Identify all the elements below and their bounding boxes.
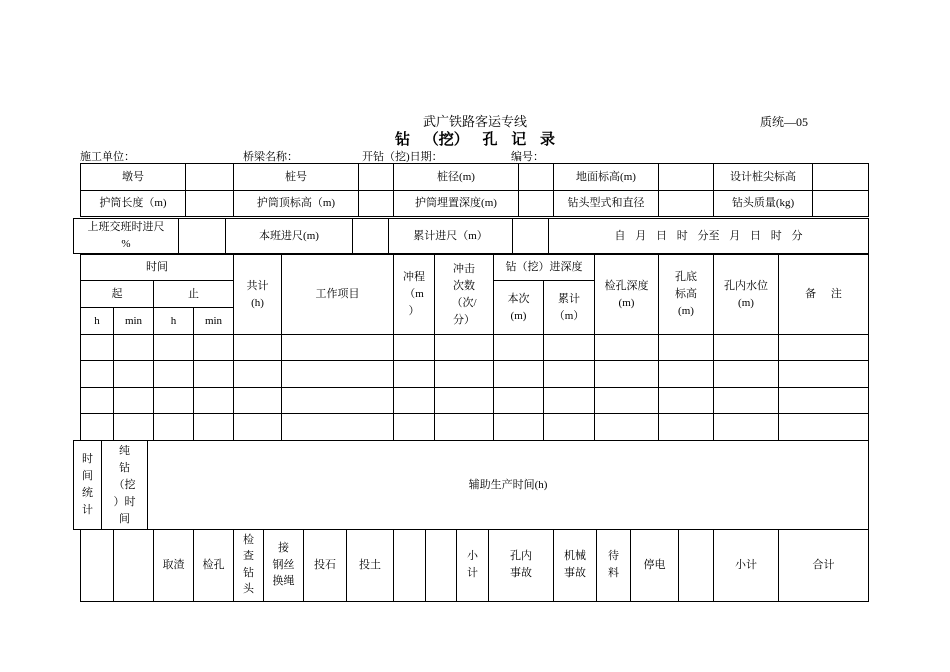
table-cell [394, 361, 435, 388]
table-cell [81, 414, 114, 441]
casing-depth-label: 护筒埋置深度(m) [394, 191, 519, 217]
table-cell [659, 388, 714, 414]
end-minute-header: min [194, 308, 234, 335]
table-cell [494, 414, 544, 441]
table-cell [544, 414, 595, 441]
table-cell [779, 335, 869, 361]
casing-top-elevation-value [359, 191, 394, 217]
table-cell [659, 335, 714, 361]
start-minute-header: min [114, 308, 154, 335]
casing-top-elevation-label: 护筒顶标高（m) [234, 191, 359, 217]
table-cell [282, 388, 394, 414]
table-cell [154, 414, 194, 441]
table-cell [394, 388, 435, 414]
this-shift-progress-label: 本班进尺(m) [226, 219, 353, 254]
table-row [81, 335, 869, 361]
start-time-header: 起 [81, 281, 154, 308]
remarks-header: 备 注 [779, 255, 869, 335]
table-cell [194, 335, 234, 361]
wire-rope-change-label: 接 钢丝 换绳 [264, 529, 304, 601]
ground-elevation-label: 地面标高(m) [554, 164, 659, 191]
time-stats-header-table [73, 440, 869, 530]
table-cell [114, 414, 154, 441]
drilling-depth-header: 钻（挖）进深度 [494, 255, 595, 281]
table-cell [494, 361, 544, 388]
table-cell [154, 335, 194, 361]
check-depth-header: 检孔深度 (m) [595, 255, 659, 335]
end-hour-header: h [154, 308, 194, 335]
end-time-header: 止 [154, 281, 234, 308]
table-cell [779, 414, 869, 441]
table-cell [494, 388, 544, 414]
table-cell [81, 388, 114, 414]
table-cell [114, 388, 154, 414]
bridge-name-label: 桥梁名称： [243, 151, 298, 163]
stats-blank-cell [114, 529, 154, 601]
casing-length-value [186, 191, 234, 217]
table-cell [234, 335, 282, 361]
bit-check-label: 检 查 钻 头 [234, 529, 264, 601]
table-cell [282, 335, 394, 361]
table-cell [154, 388, 194, 414]
auxiliary-subtotal-label: 小 计 [457, 529, 489, 601]
pile-number-value [359, 164, 394, 191]
table-row [81, 361, 869, 388]
table-cell [595, 388, 659, 414]
bit-type-diameter-label: 钻头型式和直径 [554, 191, 659, 217]
project-name: 武广铁路客运专线 [422, 114, 527, 129]
bottom-elevation-header: 孔底 标高 (m) [659, 255, 714, 335]
construction-unit-label: 施工单位： [80, 151, 135, 163]
table-cell [714, 388, 779, 414]
waiting-material-label: 待 料 [597, 529, 631, 601]
table-row [81, 388, 869, 414]
previous-shift-progress-label: 上班交班时进尺 % [74, 219, 179, 254]
auxiliary-time-label: 辅助生产时间(h) [148, 441, 869, 530]
pier-number-value [186, 164, 234, 191]
table-cell [714, 414, 779, 441]
previous-shift-progress-value [179, 219, 226, 254]
time-stats-label: 时 间 统 计 [74, 441, 102, 530]
table-cell [114, 361, 154, 388]
table-cell [659, 361, 714, 388]
table-cell [595, 361, 659, 388]
total-hours-header: 共计 (h) [234, 255, 282, 335]
table-cell [544, 335, 595, 361]
stats-blank-cell [394, 529, 426, 601]
pile-diameter-value [519, 164, 554, 191]
table-cell [81, 361, 114, 388]
time-header: 时间 [81, 255, 234, 281]
table-cell [595, 414, 659, 441]
stats-blank-cell [679, 529, 714, 601]
stats-blank-cell [426, 529, 457, 601]
table-cell [714, 361, 779, 388]
cumulative-depth-header: 累计 （m） [544, 281, 595, 335]
casing-depth-value [519, 191, 554, 217]
table-cell [282, 414, 394, 441]
table-cell [194, 361, 234, 388]
table-cell [494, 335, 544, 361]
grand-total-label: 合计 [779, 529, 869, 601]
time-stats-items-table [80, 529, 869, 602]
form-title: 钻 （挖） 孔 记 录 [394, 132, 555, 148]
table-row [81, 414, 869, 441]
pile-diameter-label: 桩径(m) [394, 164, 519, 191]
table-cell [234, 388, 282, 414]
table-cell [544, 361, 595, 388]
pile-number-label: 桩号 [234, 164, 359, 191]
impacts-header: 冲击 次数 （次/ 分） [435, 255, 494, 335]
stats-blank-cell [81, 529, 114, 601]
start-hour-header: h [81, 308, 114, 335]
power-outage-label: 停电 [631, 529, 679, 601]
pile-info-table [80, 163, 869, 217]
pure-drilling-time-label: 纯 钻 （挖 ）时 间 [102, 441, 148, 530]
machine-failure-label: 机械 事故 [554, 529, 597, 601]
table-cell [194, 414, 234, 441]
shift-period: 自 月 日 时 分至 月 日 时 分 [549, 219, 869, 254]
form-code: 质统—05 [760, 115, 809, 129]
cumulative-progress-value [513, 219, 549, 254]
water-level-header: 孔内水位 (m) [714, 255, 779, 335]
design-tip-elevation-value [813, 164, 869, 191]
this-shift-progress-value [353, 219, 389, 254]
work-item-header: 工作项目 [282, 255, 394, 335]
table-cell [435, 335, 494, 361]
table-cell [394, 414, 435, 441]
number-label: 编号： [511, 151, 544, 163]
table-cell [435, 361, 494, 388]
table-cell [779, 388, 869, 414]
table-cell [544, 388, 595, 414]
table-cell [714, 335, 779, 361]
table-cell [114, 335, 154, 361]
table-cell [234, 414, 282, 441]
hole-check-label: 检孔 [194, 529, 234, 601]
stroke-header: 冲程 （m ） [394, 255, 435, 335]
slag-removal-label: 取渣 [154, 529, 194, 601]
table-cell [282, 361, 394, 388]
table-cell [779, 361, 869, 388]
table-cell [659, 414, 714, 441]
bit-type-diameter-value [659, 191, 714, 217]
clay-feeding-label: 投土 [347, 529, 394, 601]
table-cell [154, 361, 194, 388]
table-cell [595, 335, 659, 361]
downtime-subtotal-label: 小计 [714, 529, 779, 601]
shift-progress-table [73, 218, 869, 254]
this-time-depth-header: 本次 (m) [494, 281, 544, 335]
drilling-log-table [80, 254, 869, 441]
table-cell [394, 335, 435, 361]
start-date-label: 开钻（挖)日期： [362, 151, 443, 163]
casing-length-label: 护筒长度（m) [81, 191, 186, 217]
bit-mass-value [813, 191, 869, 217]
table-cell [435, 414, 494, 441]
pier-number-label: 墩号 [81, 164, 186, 191]
table-cell [435, 388, 494, 414]
bit-mass-label: 钻头质量(kg) [714, 191, 813, 217]
cumulative-progress-label: 累计进尺（m） [389, 219, 513, 254]
table-cell [81, 335, 114, 361]
ground-elevation-value [659, 164, 714, 191]
table-cell [234, 361, 282, 388]
table-cell [194, 388, 234, 414]
hole-accident-label: 孔内 事故 [489, 529, 554, 601]
design-tip-elevation-label: 设计桩尖标高 [714, 164, 813, 191]
stone-feeding-label: 投石 [304, 529, 347, 601]
